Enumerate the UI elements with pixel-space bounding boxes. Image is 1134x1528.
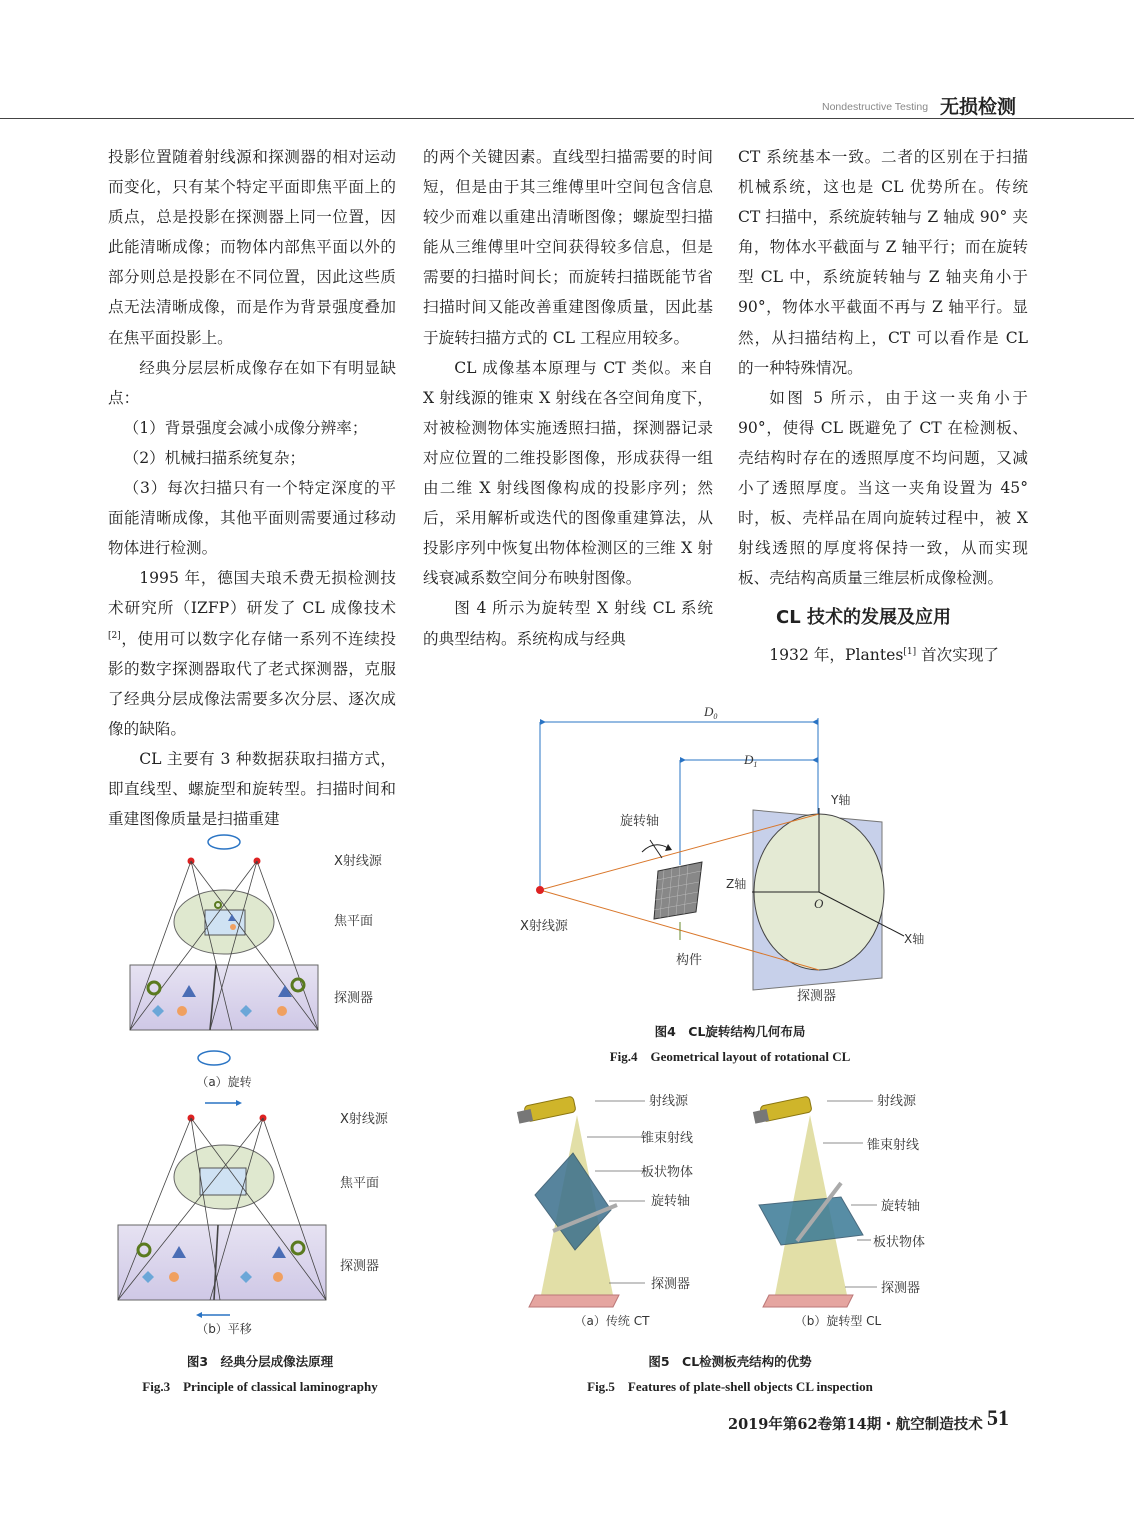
label-axis: 旋转轴: [881, 1199, 921, 1214]
figure-3: [100, 825, 420, 1345]
label-rotation-axis: 旋转轴: [620, 814, 660, 829]
paragraph: CT 系统基本一致。二者的区别在于扫描机械系统，这也是 CL 优势所在。传统 CT 扫描中，系统旋转轴与 Z 轴成 90° 夹角，物体水平截面与 Z 轴平行；而在旋转型 CL 中，系统旋转轴与 Z 轴夹角小于 90°，物体水平截面不再与 Z 轴平行。显然，从扫描结构上，CT 可以看作是 CL 的一种特殊情况。: [738, 148, 1028, 377]
paragraph: 如图 5 所示，由于这一夹角小于 90°，使得 CL 既避免了 CT 在检测板、壳结构时存在的透照厚度不均问题，又减小了透照厚度。当这一夹角设置为 45° 时，板、壳样品在周向旋转过程中，被 X 射线透照的厚度将保持一致，从而实现板、壳结构高质量三维层析成像检测。: [738, 388, 1028, 588]
label-xray-source: X射线源: [334, 854, 382, 869]
figure-5: [505, 1085, 955, 1345]
label-d0-subscript: 0: [713, 712, 718, 721]
figure-3-caption: [100, 1352, 420, 1395]
label-focal-plane: 焦平面: [340, 1176, 380, 1191]
label-component: 构件: [676, 953, 703, 968]
rotation-axis-line: [650, 840, 662, 858]
label-focal-plane: 焦平面: [334, 914, 374, 929]
paragraph: 投影位置随着射线源和探测器的相对运动而变化，只有某个特定平面即焦平面上的质点，总是投影在探测器上同一位置，因此能清晰成像；而物体内部焦平面以外的部分则总是投影在不同位置，因此这些质点无法清晰成像，而是作为背景强度叠加在焦平面投影上。: [108, 148, 396, 347]
fig5a-sublabel: （a）传统 CT: [574, 1314, 650, 1328]
list-item: （3）每次扫描只有一个特定深度的平面能清晰成像，其他平面则需要通过移动物体进行检测。: [108, 479, 396, 558]
header-rule: [0, 118, 1134, 119]
label-xray-source: X射线源: [520, 919, 568, 934]
label-d1: [743, 752, 757, 769]
fig3a-panel: [130, 835, 383, 1089]
fig5b-panel: [753, 1093, 925, 1328]
figure-4-diagram: [520, 700, 940, 1020]
figure-5-diagram: [505, 1085, 955, 1345]
label-cone: 锥束射线: [641, 1131, 694, 1146]
fig5a-panel: [517, 1093, 693, 1328]
label-z-axis: Z轴: [726, 877, 747, 891]
paragraph: 经典分层层析成像存在如下有明显缺点：: [108, 358, 396, 407]
detector-plate: [118, 1225, 326, 1300]
figure-5-caption: [505, 1352, 955, 1395]
fig5b-sublabel: （b）旋转型 CL: [794, 1314, 882, 1328]
label-y-axis: Y轴: [831, 793, 851, 807]
paragraph: CL 成像基本原理与 CT 类似。来自 X 射线源的锥束 X 射线在各空间角度下，对被检测物体实施透照扫描，探测器记录对应位置的二维投影图像，形成获得一组由二维 X 射线图像构成的投影序列；然后，采用解析或迭代的图像重建算法，从投影序列中恢复出物体检测区的三维 X 射线衰减系数空间分布映射图像。: [423, 358, 713, 588]
fig3b-panel: [118, 1100, 389, 1336]
label-d0-letter: D: [704, 704, 714, 719]
figure-3-caption-cn: 图3 经典分层成像法原理: [186, 1354, 334, 1369]
paragraph: CL 主要有 3 种数据获取扫描方式，即直线型、螺旋型和旋转型。扫描时间和重建图像质量是扫描重建: [108, 749, 396, 829]
paragraph: [108, 563, 396, 744]
label-x-axis: X轴: [904, 932, 925, 946]
paragraph-text: 首次实现了: [916, 645, 1000, 664]
figure-3-diagram: [100, 825, 420, 1345]
label-xray-source: X射线源: [340, 1112, 388, 1127]
figure-5-caption-cn: 图5 CL检测板壳结构的优势: [648, 1354, 812, 1369]
label-detector: 探测器: [651, 1277, 691, 1292]
figure-4-caption-en: Fig.4 Geometrical layout of rotational CL: [609, 1049, 851, 1064]
page-number: 51: [987, 1405, 1009, 1430]
figure-4-caption-cn: 图4 CL旋转结构几何布局: [654, 1024, 806, 1039]
paragraph-text: 1995 年，德国夫琅禾费无损检测技术研究所（IZFP）研发了 CL 成像技术: [108, 569, 396, 618]
label-source: 射线源: [877, 1094, 917, 1109]
label-detector: 探测器: [797, 989, 837, 1004]
label-plate: 板状物体: [641, 1165, 694, 1180]
figure-4: [520, 700, 940, 1020]
label-detector: 探测器: [340, 1259, 380, 1274]
figure-5-caption-en: Fig.5 Features of plate-shell objects CL inspection: [587, 1379, 873, 1394]
citation-ref: [2]: [108, 630, 121, 641]
figure-4-caption: [520, 1022, 940, 1065]
paragraph: [738, 640, 1028, 670]
label-d1-subscript: 1: [753, 760, 758, 769]
paragraph: 图 4 所示为旋转型 X 射线 CL 系统的典型结构。系统构成与经典: [423, 599, 713, 648]
list-item: （2）机械扫描系统复杂；: [123, 448, 306, 467]
paragraph: 的两个关键因素。直线型扫描需要的时间短，但是由于其三维傅里叶空间包含信息较少而难以重建出清晰图像；螺旋型扫描能从三维傅里叶空间获得较多信息，但是需要的扫描时间长；而旋转扫描既能节省扫描时间又能改善重建图像质量，因此基于旋转扫描方式的 CL 工程应用较多。: [423, 148, 713, 347]
list-item: （1）背景强度会减小成像分辨率；: [123, 418, 368, 437]
section-heading: CL 技术的发展及应用: [776, 607, 951, 629]
paragraph-text: 1932 年，Plantes: [769, 645, 904, 664]
journal-name-en: Nondestructive Testing: [822, 101, 929, 113]
text-column-2: [423, 142, 713, 654]
rotation-arrow-icon: [208, 835, 240, 849]
label-detector: 探测器: [334, 991, 374, 1006]
text-column-1: [108, 142, 396, 834]
fig3a-sublabel: （a）旋转: [196, 1075, 252, 1089]
journal-name-cn: 无损检测: [940, 96, 1017, 118]
paragraph-text: ，使用可以数字化存储一系列不连续投影的数字探测器取代了老式探测器，克服了经典分层成像法需要多次分层、逐次成像的缺陷。: [108, 629, 396, 738]
citation-ref: [1]: [903, 646, 917, 657]
label-d1-letter: D: [744, 752, 754, 767]
figure-3-caption-en: Fig.3 Principle of classical laminography: [142, 1379, 378, 1394]
issue-info: 2019年第62卷第14期・航空制造技术: [728, 1416, 983, 1433]
xray-source-dot: [536, 886, 544, 894]
rotation-arrow-icon: [198, 1051, 230, 1065]
label-axis: 旋转轴: [651, 1194, 691, 1209]
label-cone: 锥束射线: [867, 1138, 920, 1153]
detector-plate: [763, 1295, 853, 1307]
label-origin: O: [814, 896, 824, 911]
label-detector: 探测器: [881, 1281, 921, 1296]
label-d0: [703, 704, 717, 721]
text-column-3: [738, 142, 1028, 670]
detector-plate: [529, 1295, 619, 1307]
label-source: 射线源: [649, 1094, 689, 1109]
fig3b-sublabel: （b）平移: [196, 1322, 252, 1336]
label-plate: 板状物体: [873, 1235, 926, 1250]
